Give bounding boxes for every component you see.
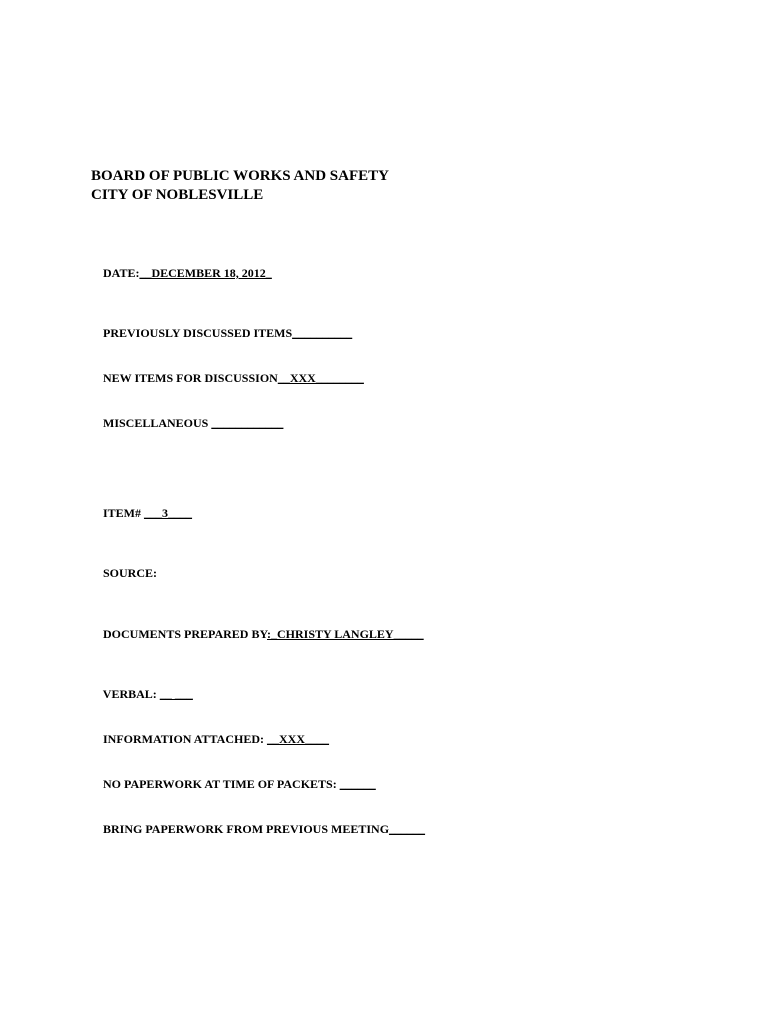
previously-discussed-field bbox=[91, 309, 352, 357]
source-field bbox=[91, 549, 157, 597]
miscellaneous-field bbox=[91, 399, 283, 447]
miscellaneous-label: MISCELLANEOUS bbox=[103, 416, 212, 430]
no-paperwork-field bbox=[91, 760, 376, 808]
item-number-field bbox=[91, 489, 192, 537]
miscellaneous-value: ____________ bbox=[211, 416, 284, 430]
information-attached-label: INFORMATION ATTACHED: bbox=[103, 732, 268, 746]
documents-prepared-by-label: DOCUMENTS PREPARED BY bbox=[103, 627, 268, 641]
new-items-label: NEW ITEMS FOR DISCUSSION bbox=[103, 371, 278, 385]
item-number-label: ITEM# bbox=[103, 506, 145, 520]
verbal-field bbox=[91, 670, 193, 718]
new-items-field bbox=[91, 354, 364, 402]
date-value: __DECEMBER 18, 2012_ bbox=[139, 266, 272, 280]
bring-paperwork-label: BRING PAPERWORK FROM PREVIOUS MEETING bbox=[103, 822, 390, 836]
documents-prepared-by-field bbox=[91, 610, 424, 658]
previously-discussed-label: PREVIOUSLY DISCUSSED ITEMS bbox=[103, 326, 293, 340]
documents-prepared-by-value: :_CHRISTY LANGLEY_____ bbox=[267, 627, 424, 641]
date-label: DATE: bbox=[103, 266, 140, 280]
new-items-value: __XXX________ bbox=[277, 371, 364, 385]
bring-paperwork-field bbox=[91, 805, 425, 853]
header-title-line1: BOARD OF PUBLIC WORKS AND SAFETY bbox=[91, 168, 389, 184]
previously-discussed-value: __________ bbox=[292, 326, 353, 340]
no-paperwork-value: ______ bbox=[339, 777, 376, 791]
verbal-label: VERBAL: bbox=[102, 687, 160, 701]
verbal-value: __ ___ bbox=[159, 687, 193, 701]
source-label: SOURCE: bbox=[103, 566, 158, 580]
information-attached-value: __XXX____ bbox=[267, 732, 330, 746]
header-title-line2: CITY OF NOBLESVILLE bbox=[91, 187, 264, 203]
bring-paperwork-value: ______ bbox=[389, 822, 426, 836]
information-attached-field bbox=[91, 715, 329, 763]
no-paperwork-label: NO PAPERWORK AT TIME OF PACKETS: bbox=[103, 777, 340, 791]
item-number-value: ___3____ bbox=[144, 506, 193, 520]
date-field bbox=[91, 249, 272, 297]
